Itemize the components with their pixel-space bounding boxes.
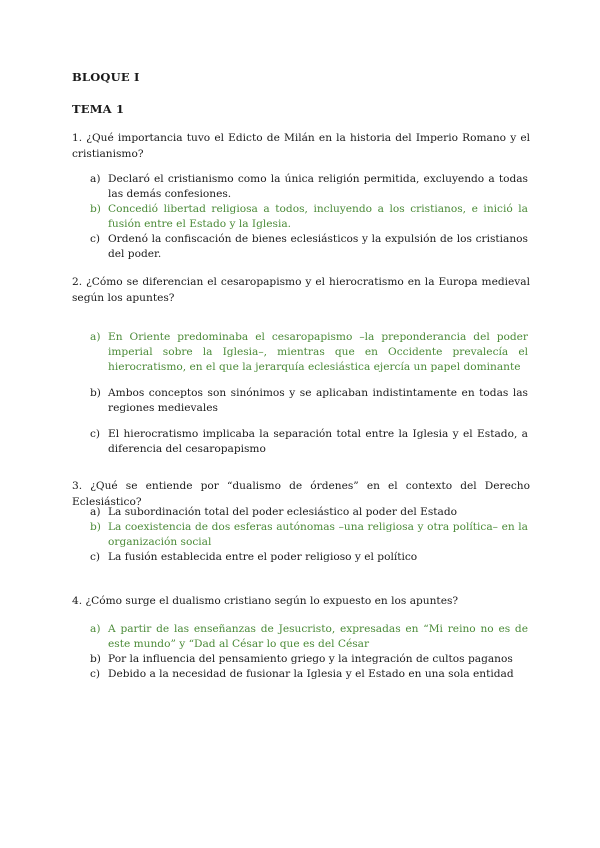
- option-2a-correct: [90, 330, 528, 375]
- question-3-options: [90, 505, 528, 565]
- option-4a-correct: [90, 622, 528, 652]
- option-text: A partir de las enseñanzas de Jesucristo, expresadas en “Mi reino no es de este mundo” y “Dad al César lo que es del César: [108, 623, 528, 650]
- option-text: Declaró el cristianismo como la única religión permitida, excluyendo a todas las demás confesiones.: [108, 173, 528, 200]
- option-text: La fusión establecida entre el poder religioso y el político: [108, 551, 418, 563]
- option-1b-correct: [90, 202, 528, 232]
- option-marker: b): [90, 387, 101, 399]
- block-heading: BLOQUE I: [72, 70, 140, 84]
- option-marker: c): [90, 551, 101, 563]
- option-marker: a): [90, 506, 101, 518]
- question-1-options: [90, 172, 528, 262]
- option-1a: [90, 172, 528, 202]
- option-text: La subordinación total del poder eclesiástico al poder del Estado: [108, 506, 457, 518]
- option-text: Por la influencia del pensamiento griego y la integración de cultos paganos: [108, 653, 513, 665]
- option-text: Concedió libertad religiosa a todos, incluyendo a los cristianos, e inició la fusión entre el Estado y la Iglesia.: [108, 203, 528, 230]
- question-4-options: [90, 622, 528, 682]
- option-marker: a): [90, 623, 101, 635]
- option-marker: c): [90, 428, 101, 440]
- option-3b-correct: [90, 520, 528, 550]
- question-2: 2. ¿Cómo se diferencian el cesaropapismo y el hierocratismo en la Europa medieval según los apuntes?: [72, 276, 530, 304]
- option-1c: [90, 232, 528, 262]
- option-3c: [90, 550, 528, 565]
- option-text: La coexistencia de dos esferas autónomas –una religiosa y otra política– en la organización social: [108, 521, 528, 548]
- topic-heading: TEMA 1: [72, 102, 125, 116]
- option-marker: b): [90, 203, 101, 215]
- option-marker: a): [90, 331, 101, 343]
- option-text: Ambos conceptos son sinónimos y se aplicaban indistintamente en todas las regiones medievales: [108, 387, 528, 414]
- option-marker: b): [90, 521, 101, 533]
- option-marker: a): [90, 173, 101, 185]
- option-4c: [90, 667, 528, 682]
- option-3a: [90, 505, 528, 520]
- option-marker: c): [90, 668, 101, 680]
- option-marker: c): [90, 233, 101, 245]
- option-text: Debido a la necesidad de fusionar la Iglesia y el Estado en una sola entidad: [108, 668, 514, 680]
- option-text: Ordenó la confiscación de bienes eclesiásticos y la expulsión de los cristianos del poder.: [108, 233, 528, 260]
- question-3: 3. ¿Qué se entiende por “dualismo de órdenes” en el contexto del Derecho Eclesiástico?: [72, 480, 530, 508]
- option-4b: [90, 652, 528, 667]
- question-4: 4. ¿Cómo surge el dualismo cristiano según lo expuesto en los apuntes?: [72, 595, 459, 607]
- option-marker: b): [90, 653, 101, 665]
- option-2c: [90, 427, 528, 457]
- question-1: 1. ¿Qué importancia tuvo el Edicto de Milán en la historia del Imperio Romano y el cristianismo?: [72, 132, 530, 160]
- question-2-options: [90, 330, 528, 457]
- option-2b: [90, 386, 528, 416]
- option-text: En Oriente predominaba el cesaropapismo –la preponderancia del poder imperial sobre la Iglesia–, mientras que en Occidente prevalecía el hierocratismo, en el que la jerarquía eclesiástica ejercía un papel dominante: [108, 331, 528, 373]
- option-text: El hierocratismo implicaba la separación total entre la Iglesia y el Estado, a diferencia del cesaropapismo: [108, 428, 528, 455]
